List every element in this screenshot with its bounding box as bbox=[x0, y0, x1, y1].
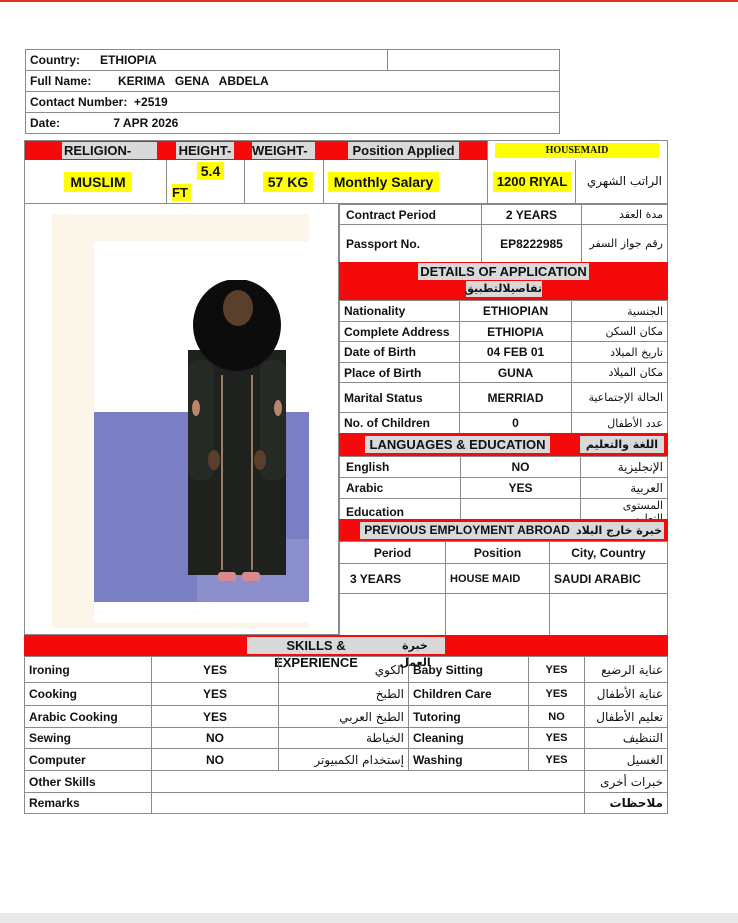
skill-label: Washing bbox=[409, 749, 529, 771]
remarks-row bbox=[25, 793, 668, 814]
religion-label: RELIGION- bbox=[62, 142, 157, 159]
details-label: No. of Children bbox=[340, 413, 460, 434]
prev-col-period: Period bbox=[340, 542, 446, 564]
contract-ar: رقم جواز السفر bbox=[582, 225, 668, 263]
details-heading-ar: تفاصيلالتطبيق bbox=[464, 282, 542, 295]
details-row bbox=[340, 363, 668, 383]
details-row bbox=[340, 322, 668, 342]
height-number: 5.4 bbox=[197, 162, 224, 180]
skill-ar: التنظيف bbox=[585, 728, 668, 749]
skill-ar: الغسيل bbox=[585, 749, 668, 771]
details-value: ETHIOPIA bbox=[460, 322, 572, 342]
details-heading: DETAILS OF APPLICATION bbox=[418, 263, 589, 280]
country-cell bbox=[26, 50, 388, 71]
position-label: Position Applied bbox=[348, 142, 459, 159]
contact-label: Contact Number: bbox=[30, 95, 128, 109]
contract-table bbox=[339, 204, 668, 263]
religion-value: MUSLIM bbox=[64, 172, 132, 192]
salary-label: Monthly Salary bbox=[328, 172, 439, 192]
details-ar: مكان السكن bbox=[572, 322, 668, 342]
skills-table bbox=[24, 656, 668, 814]
skill-label: Cooking bbox=[25, 683, 152, 706]
lang-value: NO bbox=[461, 457, 581, 478]
other-skills-value bbox=[152, 771, 585, 793]
details-ar: الجنسية bbox=[572, 301, 668, 322]
skill-ar: إستخدام الكمبيوتر bbox=[279, 749, 409, 771]
lang-table bbox=[339, 456, 668, 526]
skills-row bbox=[25, 749, 668, 771]
salary-ar: الراتب الشهري bbox=[586, 174, 662, 188]
contract-value: 2 YEARS bbox=[482, 205, 582, 225]
details-value: 04 FEB 01 bbox=[460, 342, 572, 363]
skill-ar: الكوي bbox=[279, 657, 409, 683]
lang-row bbox=[340, 478, 668, 499]
contract-row bbox=[340, 225, 668, 263]
skill-value: YES bbox=[529, 728, 585, 749]
skill-ar: عناية الأطفال bbox=[585, 683, 668, 706]
skill-ar: الطبخ العربي bbox=[279, 706, 409, 728]
header-blank-cell bbox=[388, 50, 560, 71]
skills-heading-ar: خبرة العمل bbox=[385, 637, 445, 654]
lang-ar: الإنجليزية bbox=[581, 457, 668, 478]
skill-ar: تعليم الأطفال bbox=[585, 706, 668, 728]
skill-value: YES bbox=[152, 657, 279, 683]
fullname-cell bbox=[26, 71, 560, 92]
prev-period: 3 YEARS bbox=[340, 564, 446, 594]
skill-ar: الطبخ bbox=[279, 683, 409, 706]
contract-label: Contract Period bbox=[340, 205, 482, 225]
skill-label: Computer bbox=[25, 749, 152, 771]
lang-label: Arabic bbox=[340, 478, 461, 499]
prev-row bbox=[340, 594, 668, 636]
remarks-value bbox=[152, 793, 585, 814]
contract-value: EP8222985 bbox=[482, 225, 582, 263]
details-label: Complete Address bbox=[340, 322, 460, 342]
skill-label: Children Care bbox=[409, 683, 529, 706]
basics-divider bbox=[166, 160, 167, 204]
date-value: 7 APR 2026 bbox=[113, 116, 179, 130]
header-info-table bbox=[25, 49, 560, 134]
details-row bbox=[340, 413, 668, 434]
details-row bbox=[340, 301, 668, 322]
skill-label: Ironing bbox=[25, 657, 152, 683]
fullname-value: KERIMA GENA ABDELA bbox=[118, 74, 269, 88]
contact-cell bbox=[26, 92, 560, 113]
photo bbox=[52, 214, 309, 628]
details-value: 0 bbox=[460, 413, 572, 434]
fullname-label: Full Name: bbox=[30, 74, 92, 88]
skill-value: YES bbox=[152, 706, 279, 728]
date-label: Date: bbox=[30, 116, 61, 130]
position-value: HOUSEMAID bbox=[495, 143, 659, 158]
details-value: MERRIAD bbox=[460, 383, 572, 413]
details-table bbox=[339, 300, 668, 434]
skill-ar: عناية الرضيع bbox=[585, 657, 668, 683]
lang-heading-ar: اللغة والتعليم bbox=[580, 436, 664, 453]
prev-blank bbox=[446, 594, 550, 636]
prev-col-position: Position bbox=[446, 542, 550, 564]
skill-label: Baby Sitting bbox=[409, 657, 529, 683]
salary-value: 1200 RIYAL bbox=[493, 172, 571, 192]
skills-row bbox=[25, 706, 668, 728]
prev-col-city: City, Country bbox=[550, 542, 668, 564]
skill-value: NO bbox=[152, 728, 279, 749]
height-unit: FT bbox=[172, 184, 191, 201]
details-label: Place of Birth bbox=[340, 363, 460, 383]
lang-row bbox=[340, 457, 668, 478]
details-row bbox=[340, 383, 668, 413]
skill-value: YES bbox=[152, 683, 279, 706]
lang-value: YES bbox=[461, 478, 581, 499]
contract-row bbox=[340, 205, 668, 225]
skill-label: Cleaning bbox=[409, 728, 529, 749]
contact-value: +2519 bbox=[134, 95, 168, 109]
skill-label: Sewing bbox=[25, 728, 152, 749]
lang-ar: العربية bbox=[581, 478, 668, 499]
person-figure bbox=[182, 280, 292, 590]
skills-row bbox=[25, 728, 668, 749]
prev-heading: PREVIOUS EMPLOYMENT ABROAD bbox=[360, 522, 574, 539]
basics-divider bbox=[323, 160, 324, 204]
remarks-ar: ملاحظات bbox=[585, 793, 668, 814]
skill-ar: الخياطة bbox=[279, 728, 409, 749]
details-row bbox=[340, 342, 668, 363]
details-label: Date of Birth bbox=[340, 342, 460, 363]
skill-value: NO bbox=[152, 749, 279, 771]
prev-heading-ar: خبرة خارج البلاد bbox=[575, 524, 663, 537]
lang-label: English bbox=[340, 457, 461, 478]
skill-label: Tutoring bbox=[409, 706, 529, 728]
contract-ar: مدة العقد bbox=[582, 205, 668, 225]
remarks-label: Remarks bbox=[25, 793, 152, 814]
lang-heading: LANGUAGES & EDUCATION bbox=[365, 436, 550, 453]
weight-label: WEIGHT- bbox=[252, 142, 315, 159]
height-label: HEIGHT- bbox=[176, 142, 234, 159]
details-label: Marital Status bbox=[340, 383, 460, 413]
details-value: GUNA bbox=[460, 363, 572, 383]
details-ar: عدد الأطفال bbox=[572, 413, 668, 434]
details-ar: الحالة الإجتماعية bbox=[572, 383, 668, 413]
lang-ar: المستوى bbox=[581, 499, 668, 526]
basics-divider bbox=[575, 160, 576, 204]
skills-row bbox=[25, 657, 668, 683]
other-skills-label: Other Skills bbox=[25, 771, 152, 793]
skill-value: YES bbox=[529, 683, 585, 706]
contract-label: Passport No. bbox=[340, 225, 482, 263]
country-label: Country: bbox=[30, 53, 80, 67]
skills-heading: SKILLS & EXPERIENCE bbox=[247, 637, 385, 654]
prev-header-row bbox=[340, 542, 668, 564]
prev-table bbox=[339, 541, 668, 636]
prev-blank bbox=[550, 594, 668, 636]
lang-label: Education bbox=[340, 499, 461, 526]
date-cell bbox=[26, 113, 560, 134]
details-ar: تاريخ الميلاد bbox=[572, 342, 668, 363]
other-skills-row bbox=[25, 771, 668, 793]
prev-row bbox=[340, 564, 668, 594]
skills-row bbox=[25, 683, 668, 706]
skill-label: Arabic Cooking bbox=[25, 706, 152, 728]
basics-divider bbox=[487, 160, 488, 204]
skill-value: YES bbox=[529, 749, 585, 771]
details-ar: مكان الميلاد bbox=[572, 363, 668, 383]
country-value: ETHIOPIA bbox=[100, 53, 157, 67]
weight-value: 57 KG bbox=[263, 172, 313, 192]
skill-value: YES bbox=[529, 657, 585, 683]
basics-divider bbox=[244, 160, 245, 204]
prev-position: HOUSE MAID bbox=[446, 564, 550, 594]
details-label: Nationality bbox=[340, 301, 460, 322]
prev-blank bbox=[340, 594, 446, 636]
details-value: ETHIOPIAN bbox=[460, 301, 572, 322]
prev-city: SAUDI ARABIC bbox=[550, 564, 668, 594]
other-skills-ar: خبرات أخرى bbox=[585, 771, 668, 793]
skill-value: NO bbox=[529, 706, 585, 728]
